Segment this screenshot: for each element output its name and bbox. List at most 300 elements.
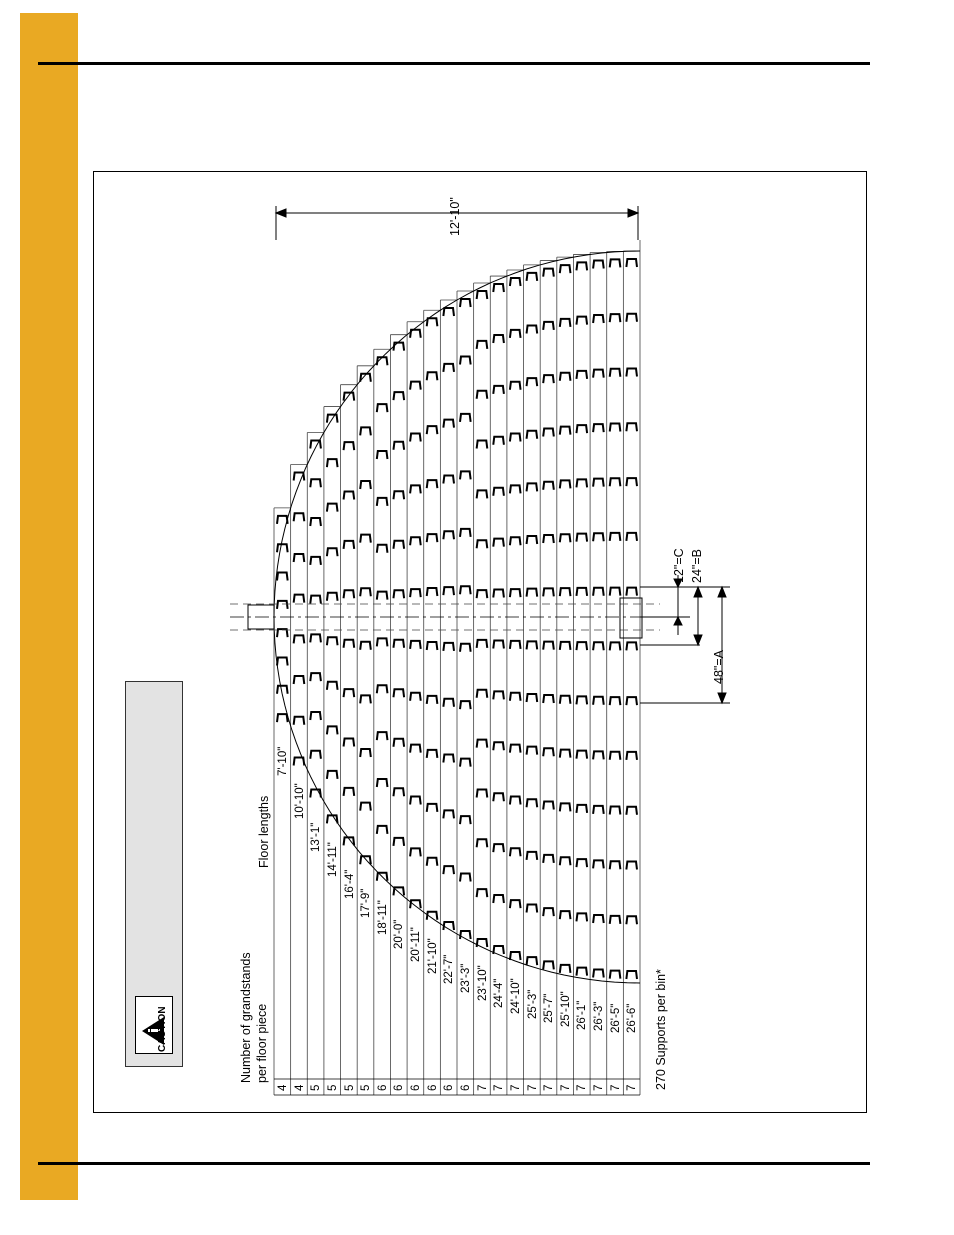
grandstand-support — [610, 642, 621, 650]
grandstand-support — [510, 589, 521, 597]
grandstand-support — [443, 810, 454, 818]
grandstand-support — [443, 531, 454, 539]
grandstand-count: 5 — [360, 1084, 373, 1091]
grandstand-support — [576, 913, 587, 921]
grandstand-support — [410, 589, 421, 597]
grandstand-count: 7 — [609, 1084, 622, 1091]
grandstand-support — [327, 459, 338, 467]
grandstand-support — [410, 745, 421, 753]
grandstand-support — [410, 382, 421, 390]
grandstand-count: 6 — [376, 1084, 389, 1091]
grandstand-count: 6 — [393, 1084, 406, 1091]
grandstand-support — [543, 269, 554, 277]
grandstand-support — [477, 889, 488, 897]
grandstand-support — [510, 485, 521, 493]
grandstand-support — [543, 748, 554, 756]
grandstand-support — [277, 544, 288, 552]
grandstand-support — [310, 596, 321, 604]
grandstand-support — [427, 858, 438, 866]
grandstand-support — [360, 803, 371, 811]
grandstand-support — [560, 480, 571, 488]
grandstand-support — [576, 317, 587, 325]
header-grandstands-line2: per floor piece — [255, 1003, 269, 1083]
grandstand-support — [277, 573, 288, 581]
grandstand-support — [610, 971, 621, 979]
grandstand-support — [344, 689, 355, 697]
floor-length-label: 7'-10" — [277, 746, 289, 777]
grandstand-support — [460, 759, 471, 767]
grandstand-support — [477, 590, 488, 598]
floor-length-label: 20'-0" — [393, 920, 406, 950]
grandstand-support — [477, 789, 488, 797]
grandstand-support — [377, 498, 388, 506]
grandstand-support — [460, 471, 471, 479]
grandstand-support — [543, 322, 554, 330]
floor-length-label: 26'-6" — [626, 1003, 639, 1033]
grandstand-support — [310, 518, 321, 526]
grandstand-count: 7 — [509, 1084, 522, 1091]
grandstand-support — [393, 442, 404, 450]
grandstand-support — [610, 424, 621, 432]
grandstand-support — [427, 588, 438, 596]
grandstand-support — [560, 373, 571, 381]
grandstand-support — [527, 641, 538, 649]
grandstand-support — [626, 861, 637, 869]
grandstand-support — [443, 587, 454, 595]
grandstand-support — [477, 839, 488, 847]
floor-length-label: 20'-11" — [410, 927, 423, 963]
grandstand-support — [460, 414, 471, 422]
grandstand-support — [377, 779, 388, 787]
grandstand-support — [510, 434, 521, 442]
grandstand-support — [576, 859, 587, 867]
grandstand-support — [626, 588, 637, 596]
grandstand-support — [327, 771, 338, 779]
grandstand-support — [560, 750, 571, 758]
grandstand-support — [360, 642, 371, 650]
grandstand-support — [610, 861, 621, 869]
grandstand-count: 5 — [326, 1084, 339, 1091]
grandstand-support — [576, 534, 587, 542]
floor-length-label: 24'-10" — [509, 978, 522, 1014]
grandstand-support — [377, 545, 388, 553]
floor-length-label: 26'-1" — [576, 1000, 589, 1030]
grandstand-support — [626, 533, 637, 541]
grandstand-support — [527, 326, 538, 334]
grandstand-support — [460, 931, 471, 939]
grandstand-support — [477, 490, 488, 498]
grandstand-support — [443, 643, 454, 651]
grandstand-support — [310, 557, 321, 565]
grandstand-support — [560, 642, 571, 650]
grandstand-support — [477, 391, 488, 399]
grandstand-support — [527, 431, 538, 439]
grandstand-support — [593, 751, 604, 759]
grandstand-support — [493, 386, 504, 394]
grandstand-support — [493, 437, 504, 445]
floor-length-label: 22'-7" — [443, 954, 456, 984]
grandstand-support — [427, 480, 438, 488]
grandstand-support — [510, 537, 521, 545]
dimension-c-label: 12"=C — [672, 548, 686, 583]
grandstand-support — [610, 533, 621, 541]
grandstand-support — [610, 752, 621, 760]
grandstand-support — [443, 308, 454, 316]
grandstand-support — [427, 804, 438, 812]
grandstand-support — [460, 816, 471, 824]
grandstand-support — [576, 262, 587, 270]
grandstand-support — [593, 806, 604, 814]
grandstand-support — [443, 364, 454, 372]
grandstand-support — [460, 529, 471, 537]
grandstand-support — [510, 382, 521, 390]
grandstand-support — [593, 969, 604, 977]
grandstand-support — [493, 691, 504, 699]
grandstand-support — [493, 539, 504, 547]
grandstand-support — [560, 319, 571, 327]
grandstand-support — [360, 695, 371, 703]
grandstand-support — [593, 424, 604, 432]
grandstand-support — [576, 371, 587, 379]
floor-length-label: 14'-11" — [326, 842, 339, 878]
dimension-a-label: 48"=A — [712, 650, 726, 684]
grandstand-support — [410, 693, 421, 701]
grandstand-support — [593, 697, 604, 705]
floor-length-label: 25'-3" — [526, 989, 539, 1020]
grandstand-support — [493, 488, 504, 496]
grandstand-support — [410, 797, 421, 805]
floor-length-label: 23'-10" — [476, 965, 489, 1001]
grandstand-support — [427, 372, 438, 380]
grandstand-count: 4 — [293, 1084, 306, 1091]
grandstand-support — [493, 640, 504, 648]
grandstand-support — [443, 866, 454, 874]
grandstand-support — [510, 278, 521, 286]
grandstand-support — [460, 644, 471, 652]
grandstand-support — [527, 799, 538, 807]
grandstand-support — [344, 491, 355, 499]
grandstand-support — [626, 369, 637, 377]
grandstand-support — [493, 895, 504, 903]
grandstand-support — [294, 676, 305, 684]
grandstand-support — [626, 697, 637, 705]
grandstand-support — [410, 433, 421, 441]
grandstand-support — [410, 848, 421, 856]
grandstand-support — [427, 696, 438, 704]
grandstand-support — [477, 690, 488, 698]
grandstand-support — [310, 712, 321, 720]
grandstand-support — [277, 714, 288, 722]
grandstand-support — [427, 642, 438, 650]
grandstand-support — [543, 855, 554, 863]
grandstand-support — [443, 699, 454, 707]
grandstand-support — [393, 739, 404, 747]
grandstand-count: 7 — [476, 1084, 489, 1091]
floor-length-label: 21'-10" — [426, 938, 439, 974]
grandstand-support — [393, 343, 404, 351]
grandstand-support — [294, 595, 305, 603]
grandstand-support — [593, 479, 604, 487]
grandstand-support — [560, 696, 571, 704]
grandstand-support — [576, 751, 587, 759]
grandstand-support — [327, 726, 338, 734]
grandstand-support — [427, 426, 438, 434]
grandstand-support — [626, 971, 637, 979]
grandstand-support — [610, 806, 621, 814]
grandstand-support — [510, 952, 521, 960]
grandstand-support — [510, 796, 521, 804]
grandstand-support — [310, 673, 321, 681]
grandstand-support — [460, 356, 471, 364]
grandstand-support — [593, 261, 604, 269]
grandstand-support — [443, 475, 454, 483]
grandstand-support — [477, 291, 488, 299]
grandstand-count: 7 — [493, 1084, 506, 1091]
grandstand-support — [593, 915, 604, 923]
grandstand-support — [626, 423, 637, 431]
grandstand-support — [477, 740, 488, 748]
grandstand-support — [377, 732, 388, 740]
grandstand-support — [360, 749, 371, 757]
grandstand-support — [377, 592, 388, 600]
grandstand-support — [294, 635, 305, 643]
grandstand-support — [527, 747, 538, 755]
grandstand-count: 6 — [460, 1084, 472, 1091]
grandstand-support — [543, 375, 554, 383]
grandstand-support — [527, 589, 538, 597]
grandstand-support — [576, 968, 587, 976]
grandstand-support — [527, 378, 538, 386]
dimension-radius-label: 12'-10" — [448, 197, 462, 236]
grandstand-support — [477, 540, 488, 548]
grandstand-support — [477, 341, 488, 349]
grandstand-support — [576, 696, 587, 704]
grandstand-support — [393, 491, 404, 499]
grandstand-count: 6 — [426, 1084, 439, 1091]
grandstand-support — [560, 857, 571, 865]
grandstand-support — [610, 697, 621, 705]
floor-length-label: 24'-4" — [493, 978, 506, 1008]
grandstand-support — [543, 428, 554, 436]
grandstand-support — [327, 548, 338, 556]
grandstand-count: 5 — [343, 1084, 356, 1091]
grandstand-support — [277, 601, 288, 609]
grandstand-support — [327, 637, 338, 645]
grandstand-support — [626, 916, 637, 924]
grandstand-support — [626, 642, 637, 650]
grandstand-support — [310, 751, 321, 759]
grandstand-support — [344, 590, 355, 598]
grandstand-support — [593, 860, 604, 868]
grandstand-support — [327, 504, 338, 512]
grandstand-support — [527, 904, 538, 912]
grandstand-support — [393, 541, 404, 549]
floor-length-label: 10'-10" — [293, 783, 306, 820]
grandstand-support — [543, 908, 554, 916]
grandstand-count: 7 — [543, 1084, 556, 1091]
grandstand-support — [610, 916, 621, 924]
grandstand-support — [576, 588, 587, 596]
grandstand-support — [460, 874, 471, 882]
grandstand-support — [493, 284, 504, 292]
grandstand-support — [576, 805, 587, 813]
floor-length-label: 17'-9" — [360, 888, 373, 919]
grandstand-support — [626, 807, 637, 815]
centerline — [230, 604, 660, 630]
grandstand-support — [360, 535, 371, 543]
footnote: 270 Supports per bin* — [654, 969, 668, 1090]
grandstand-support — [543, 961, 554, 969]
grandstand-support — [626, 752, 637, 760]
grandstand-support — [510, 641, 521, 649]
grandstand-support — [377, 826, 388, 834]
grandstand-support — [527, 483, 538, 491]
grandstand-support — [527, 694, 538, 702]
grandstand-support — [560, 427, 571, 435]
grandstand-count: 7 — [559, 1084, 572, 1091]
grandstand-support — [576, 425, 587, 433]
grandstand-support — [510, 900, 521, 908]
grandstand-support — [410, 485, 421, 493]
dimension-b-label: 24"=B — [690, 549, 704, 583]
dimension-lines — [276, 206, 730, 703]
grandstand-support — [576, 479, 587, 487]
grandstand-support — [410, 537, 421, 545]
grandstand-support — [560, 588, 571, 596]
grandstand-support — [593, 370, 604, 378]
grandstand-support — [527, 957, 538, 965]
grandstand-support — [576, 642, 587, 650]
grandstand-support — [527, 273, 538, 281]
grandstand-count: 7 — [626, 1084, 639, 1091]
grandstand-support — [393, 640, 404, 648]
grandstand-support — [327, 682, 338, 690]
grandstand-support — [477, 441, 488, 449]
grandstand-support — [427, 534, 438, 542]
grandstand-support — [327, 593, 338, 601]
grandstand-support — [560, 534, 571, 542]
header-floor-lengths: Floor lengths — [257, 795, 271, 868]
grandstand-count: 6 — [443, 1084, 456, 1091]
grandstand-count: 7 — [576, 1084, 589, 1091]
grandstand-support — [377, 638, 388, 646]
grandstand-support — [560, 803, 571, 811]
grandstand-support — [493, 590, 504, 598]
grandstand-support — [294, 554, 305, 562]
grandstand-support — [344, 788, 355, 796]
grandstand-support — [427, 750, 438, 758]
grandstand-support — [593, 315, 604, 323]
grandstand-support — [360, 481, 371, 489]
grandstand-support — [460, 701, 471, 709]
grandstand-support — [393, 788, 404, 796]
grandstand-support — [427, 318, 438, 326]
grandstand-support — [510, 330, 521, 338]
floor-length-label: 25'-10" — [559, 991, 572, 1027]
grandstand-count: 4 — [277, 1084, 289, 1091]
grandstand-support — [344, 739, 355, 747]
floor-length-label: 13'-1" — [310, 822, 323, 852]
grandstand-support — [560, 265, 571, 273]
caution-label: CAUTION — [157, 1006, 168, 1052]
grandstand-support — [294, 513, 305, 521]
grandstand-support — [310, 634, 321, 642]
grandstand-support — [477, 640, 488, 648]
grandstand-support — [543, 482, 554, 490]
grandstand-support — [610, 478, 621, 486]
grandstand-support — [344, 640, 355, 648]
grandstand-support — [460, 299, 471, 307]
header-grandstands-line1: Number of grandstands — [239, 952, 253, 1083]
floor-length-label: 18'-11" — [376, 899, 389, 935]
grandstand-support — [360, 588, 371, 596]
grandstand-support — [610, 259, 621, 267]
grandstand-support — [626, 314, 637, 322]
grandstand-support — [510, 745, 521, 753]
grandstand-support — [527, 536, 538, 544]
grandstand-support — [460, 586, 471, 594]
grandstand-support — [393, 392, 404, 400]
grandstand-support — [560, 911, 571, 919]
grandstand-support — [626, 259, 637, 267]
grandstand-support — [527, 852, 538, 860]
grandstand-support — [493, 335, 504, 343]
floor-length-label: 16'-4" — [343, 870, 356, 900]
grandstand-support — [543, 535, 554, 543]
grandstand-support — [626, 478, 637, 486]
grandstand-support — [543, 588, 554, 596]
grandstand-support — [360, 427, 371, 435]
grandstand-count: 5 — [310, 1084, 323, 1091]
grandstand-support — [593, 642, 604, 650]
grandstand-support — [344, 442, 355, 450]
floor-length-label: 26'-3" — [593, 1002, 606, 1032]
grandstand-support — [377, 404, 388, 412]
grandstand-support — [410, 900, 421, 908]
grandstand-support — [543, 642, 554, 650]
grandstand-support — [510, 693, 521, 701]
grandstand-support — [543, 695, 554, 703]
grandstand-count: 6 — [410, 1084, 423, 1091]
floor-length-label: 26'-5" — [609, 1003, 622, 1033]
grandstand-support — [294, 473, 305, 481]
grandstand-support — [393, 689, 404, 697]
grandstand-support — [294, 717, 305, 725]
grandstand-support — [493, 742, 504, 750]
grandstand-count: 7 — [593, 1084, 606, 1091]
grandstand-support — [443, 420, 454, 428]
grandstand-support — [310, 479, 321, 487]
grandstand-support — [610, 369, 621, 377]
grandstand-support — [327, 815, 338, 823]
grandstand-support — [377, 451, 388, 459]
grandstand-support — [410, 641, 421, 649]
grandstand-support — [543, 802, 554, 810]
grandstand-support — [344, 541, 355, 549]
grandstand-support — [493, 844, 504, 852]
grandstand-support — [277, 657, 288, 665]
grandstand-support — [593, 588, 604, 596]
grandstand-support — [510, 848, 521, 856]
grandstand-count: 7 — [526, 1084, 539, 1091]
grandstand-support — [393, 838, 404, 846]
grandstand-support — [593, 533, 604, 541]
grandstand-support — [493, 793, 504, 801]
grandstand-support — [560, 965, 571, 973]
floor-length-label: 23'-3" — [460, 963, 472, 993]
grandstand-support — [610, 314, 621, 322]
grandstand-support — [377, 685, 388, 693]
